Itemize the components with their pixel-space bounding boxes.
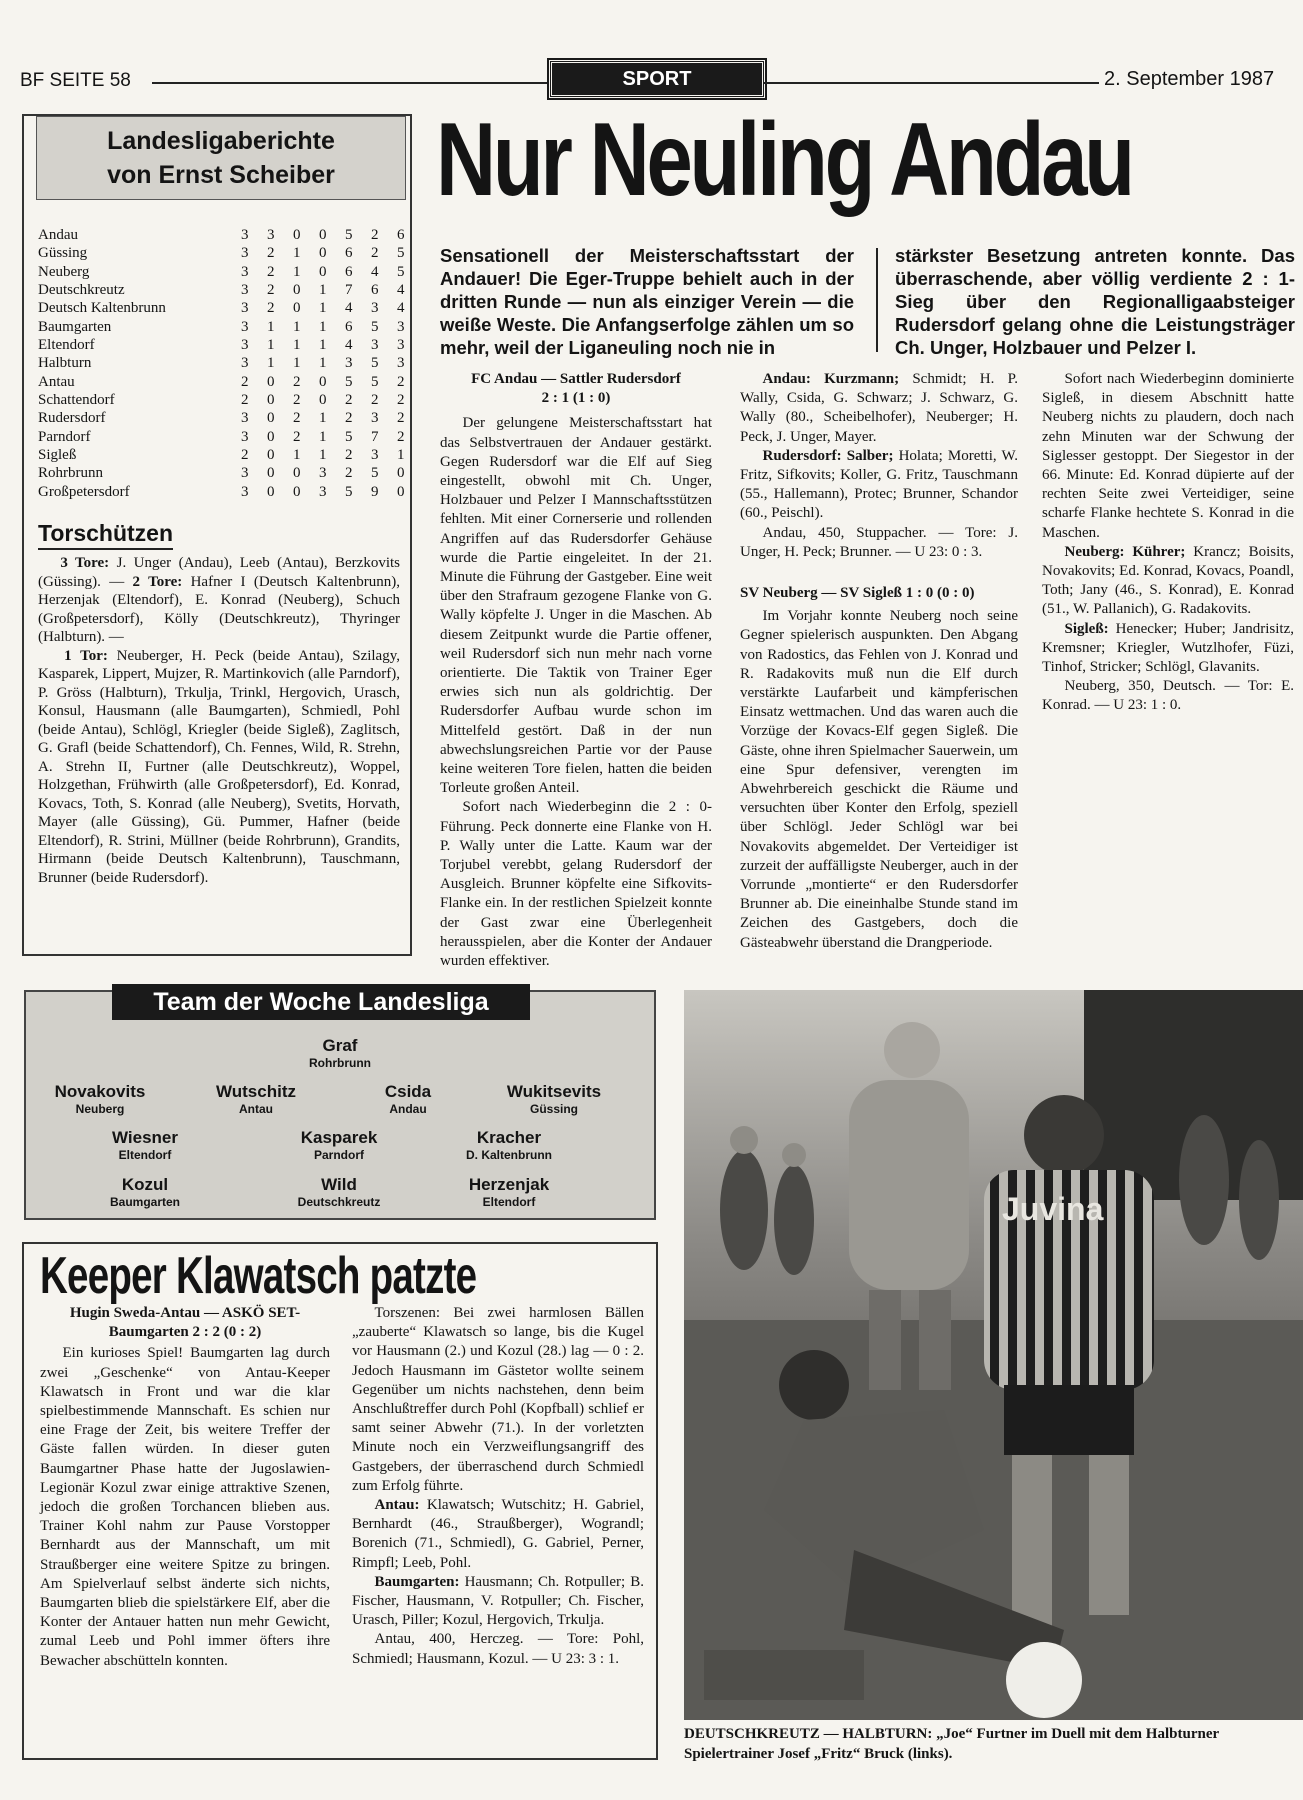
team-of-week-title: Team der Woche Landesliga xyxy=(112,984,530,1020)
standings-value: 1 xyxy=(319,447,327,464)
standings-value: 5 xyxy=(345,428,353,445)
photo-ball xyxy=(1006,1642,1082,1718)
player-club: Rohrbrunn xyxy=(309,1056,371,1070)
match-summary: Andau, 450, Stuppacher. — Tore: J. Unger, H. Peck; Brunner. — U 23: 0 : 3. xyxy=(740,524,1018,560)
article-paragraph: Sofort nach Wiederbeginn die 2 : 0-Führung. Peck donnerte eine Flanke von H. P. Wally unter die Latte. Kaum war der Torjubel verebbt, gelang Rudersdorf der Ausgleich. Brunner köpfelte eine Sifkovits-Flanke ein. In der restlichen Spielzeit konnte der Gast zwar eine Überlegenheit herausspielen, aber die Konter der Andauer wurden effektiver. xyxy=(440,799,712,970)
standings-value: 9 xyxy=(371,483,379,500)
standings-value: 1 xyxy=(293,245,301,262)
standings-value: 2 xyxy=(397,428,405,445)
standings-value: 0 xyxy=(293,483,301,500)
standings-value: 2 xyxy=(293,428,301,445)
player-club: D. Kaltenbrunn xyxy=(466,1148,552,1162)
standings-value: 1 xyxy=(267,337,275,354)
lineup-label: Neuberg: Kührer; xyxy=(1064,543,1186,560)
standings-value: 0 xyxy=(293,300,301,317)
scorers-3: J. Unger (Andau), Leeb (Antau), Berzkovits (Güssing). — xyxy=(38,555,401,590)
standings-value: 0 xyxy=(293,282,301,299)
standings-value: 1 xyxy=(397,447,405,464)
player-club: Eltendorf xyxy=(118,1148,172,1162)
standings-team: Eltendorf xyxy=(38,337,95,354)
scorers-1: Neuberger, H. Peck (beide Antau), Szilagy, Kasparek, Lippert, Mujzer, R. Martinkovich (alle Parndorf), P. Gröss (Halbturn), Trkulja, Trinkl, Hergovich, Urasch, Konsul, Hausmann (alle Baumgarten), Schmiedl, Pohl (beide Antau), Schlögl, Kriegler (beide Sigleß), Zaglitsch, G. Grafl (beide Schattendorf), Ch. Fennes, Wild, R. Strehn, A. Strehn II, Furtner (alle Deutschkreutz), Woppel, Holzgethan, Frühwirth (alle Großpetersdorf), Ed. Konrad, Kovacs, Toth, S. Konrad (alle Neuberg), Svetits, Horvath, Mayer (alle Güssing), Gü. Pummer, Hafner (beide Eltendorf), R. Strini, Müllner (beide Rohrbrunn), Grandits, Hirmann (beide Deutsch Kaltenbrunn), Tauschmann, Brunner (beide Rudersdorf). xyxy=(38,647,400,886)
article-paragraph: Im Vorjahr konnte Neuberg noch seine Gegner spielerisch auspunkten. Den Abgang von Radostics, das Fehlen von J. Konrad und R. Radakovits muß nun die Elf durch verstärkte Laufarbeit und kämpferischen Einsatz wettmachen. Und das waren auch die Vorzüge der Kovacs-Elf gegen Sigleß. Die Gäste, ohne ihren Spielmacher Sauerwein, um eine Spur defensiver, verengten im Abwehrbereich geschickt die Räume und versuchten über Konter den Erfolg, speziell über Schlögl. Jeder Schlögl war bei Novakovits abgemeldet. Der Verteidiger ist zurzeit der auffälligste Neuberger, auch in der Vorrunde „montierte“ er den Rudersdorfer Brunner ab. Die eineinhalbe Stunde stand im Zeichen des Gastgebers, doch die Gästeabwehr überstand die Drangperiode. xyxy=(740,608,1018,951)
standings-value: 4 xyxy=(397,282,405,299)
standings-value: 4 xyxy=(371,263,379,280)
standings-value: 5 xyxy=(371,373,379,390)
standings-value: 0 xyxy=(319,263,327,280)
player-club: Güssing xyxy=(529,1102,578,1116)
standings-team: Neuberg xyxy=(38,263,90,280)
standings-value: 3 xyxy=(241,428,249,445)
standings-value: 1 xyxy=(293,318,301,335)
lineup-rudersdorf: Rudersdorf: Salber; Holata; Moretti, W. Fritz, Sifkovits; Koller, G. Fritz, Tauschmann (55., Hallemann), Protec; Brunner, Schandor (60., Peischl). xyxy=(740,447,1019,522)
standings-value: 3 xyxy=(241,318,249,335)
standings-row xyxy=(38,428,405,446)
box-title-line1: Landesligaberichte xyxy=(107,127,335,155)
lineup-label: Andau: Kurzmann; xyxy=(762,371,900,387)
standings-value: 3 xyxy=(241,410,249,427)
player-club: Eltendorf xyxy=(482,1195,536,1209)
scorers-3-label: 3 Tore: xyxy=(60,555,110,571)
lead-part2: stärkster Besetzung antreten konnte. Das überraschende, aber völlig verdiente 2 : 1-Sieg über den Regionalligaabsteiger Rudersdorf gelang ohne die Leistungsträger Ch. Unger, Holzbauer und Pelzer I. xyxy=(895,245,1295,358)
header-rule xyxy=(764,82,1099,84)
team-player xyxy=(244,1175,434,1209)
header-rule xyxy=(152,82,547,84)
article-column-3 xyxy=(1042,370,1294,716)
standings-value: 2 xyxy=(241,447,249,464)
player-name: Wild xyxy=(321,1175,357,1194)
team-player xyxy=(424,1175,594,1209)
standings-value: 3 xyxy=(241,465,249,482)
standings-value: 6 xyxy=(345,245,353,262)
standings-value: 2 xyxy=(293,410,301,427)
standings-value: 5 xyxy=(371,318,379,335)
standings-value: 1 xyxy=(293,337,301,354)
standings-value: 0 xyxy=(267,392,275,409)
standings-value: 7 xyxy=(371,428,379,445)
match-summary: Neuberg, 350, Deutsch. — Tor: E. Konrad. — U 23: 1 : 0. xyxy=(1042,678,1294,714)
standings-value: 4 xyxy=(345,300,353,317)
standings-row xyxy=(38,299,405,317)
standings-value: 0 xyxy=(319,392,327,409)
standings-value: 3 xyxy=(241,483,249,500)
standings-value: 0 xyxy=(319,373,327,390)
standings-value: 5 xyxy=(345,483,353,500)
headline: Nur Neuling Andau xyxy=(436,102,1132,218)
lead-divider xyxy=(876,248,878,352)
standings-value: 0 xyxy=(267,447,275,464)
standings-value: 5 xyxy=(397,263,405,280)
player-name: Csida xyxy=(384,1082,432,1101)
player-name: Wukitsevits xyxy=(506,1082,602,1101)
lineup-antau: Antau: Klawatsch; Wutschitz; H. Gabriel, Bernhardt (46., Straußberger), Wograndl; Borenich (71., Schmiedl), G. Gabriel, Perner, Rimpfl; Leeb, Pohl. xyxy=(352,1497,645,1571)
standings-value: 1 xyxy=(267,355,275,372)
standings-team: Halbturn xyxy=(38,355,92,372)
shirt-text: Juvina xyxy=(1002,1191,1104,1227)
standings-value: 2 xyxy=(267,245,275,262)
player-name: Kozul xyxy=(121,1175,169,1194)
page-number: BF SEITE 58 xyxy=(20,70,131,91)
standings-row xyxy=(38,318,405,336)
standings-value: 2 xyxy=(293,373,301,390)
standings-value: 0 xyxy=(397,465,405,482)
player-name: Herzenjak xyxy=(468,1175,550,1194)
standings-value: 2 xyxy=(267,263,275,280)
standings-value: 3 xyxy=(241,245,249,262)
standings-value: 1 xyxy=(319,300,327,317)
standings-row xyxy=(38,446,405,464)
standings-team: Antau xyxy=(38,373,75,390)
standings-value: 2 xyxy=(267,300,275,317)
standings-table xyxy=(38,226,405,501)
standings-value: 6 xyxy=(345,318,353,335)
lineup-sigless: Sigleß: Henecker; Huber; Jandrisitz, Kremsner; Kriegler, Wutzlhofer, Füzi, Tinhof, Stricker; Schlögl, Glavanits. xyxy=(1042,620,1294,676)
standings-value: 3 xyxy=(241,300,249,317)
standings-value: 2 xyxy=(397,373,405,390)
standings-value: 0 xyxy=(397,483,405,500)
standings-value: 1 xyxy=(319,355,327,372)
standings-team: Sigleß xyxy=(38,447,77,464)
standings-value: 0 xyxy=(267,373,275,390)
standings-value: 5 xyxy=(371,355,379,372)
standings-value: 5 xyxy=(397,245,405,262)
article-paragraph: Ein kurioses Spiel! Baumgarten lag durch zwei „Geschenke“ von Antau-Keeper Klawatsch in Front und war die klar spielbestimmende Mannschaft. Es schien nur eine Frage der Zeit, bis weitere Treffer der Gäste fallen würden. In dieser guten Baumgartner Phase hatte der Jugoslawien-Legionär Kozul zwar einige attraktive Szenen, jedoch die großen Torchancen blieben aus. Trainer Kohl nahm zur Pause Vorstopper Bernhardt aus der Mannschaft, um mit Straußberger eine weitere Spitze zu bringen. Am Spielverlauf selbst änderte sich nichts, Baumgarten blieb die spielstärkere Elf, aber die Konter der Antauer hatten nun mehr Gewicht, zumal Leeb und Pohl immer öfters ihre Bewacher abschütteln konnten. xyxy=(40,1345,330,1669)
standings-value: 3 xyxy=(267,227,275,243)
keeper-headline: Keeper Klawatsch patzte xyxy=(40,1247,477,1305)
standings-value: 2 xyxy=(397,410,405,427)
article-column-2 xyxy=(740,370,1018,953)
team-player xyxy=(424,1128,594,1162)
standings-value: 3 xyxy=(241,282,249,299)
standings-value: 3 xyxy=(397,355,405,372)
standings-value: 3 xyxy=(241,263,249,280)
lineup-label: Antau: xyxy=(374,1497,420,1514)
standings-value: 0 xyxy=(319,245,327,262)
standings-value: 5 xyxy=(345,227,353,243)
standings-team: Deutschkreutz xyxy=(38,282,125,299)
standings-value: 1 xyxy=(319,410,327,427)
article-paragraph: Der gelungene Meisterschaftsstart hat das Selbstvertrauen der Andauer gestärkt. Gegen Rudersdorf war die Elf auf Sieg eingestellt, obwohl mit Ch. Unger, Holzbauer und Pelzer I Mannschaftsstützen fehlten. Mit einer Cornerserie und rollenden Angriffen auf das Rudersdorfer Gehäuse wurde die Partie eingeleitet. In der 21. Minute die Führung der Gastgeber. Eine weit über den Strafraum gezogene Flanke von G. Wally köpfelte J. Unger in die Maschen. Ab diesem Zeitpunkt wurde die Partie offener, weil Rudersdorf sich nun mehr nach vorne orientierte. Die Taktik von Trainer Eger erwies sich nun als goldrichtig. Der Rudersdorfer Aufbau wurde schon im Mittelfeld gestört. Daß in der nun abwechslungsreichen Partie vor der Pause keine weiteren Tore fielen, hatten die beiden Torleute großen Anteil. xyxy=(440,415,712,797)
scorers-1-label: 1 Tor: xyxy=(64,647,108,664)
standings-value: 5 xyxy=(371,465,379,482)
standings-value: 3 xyxy=(371,447,379,464)
standings-value: 1 xyxy=(293,355,301,372)
standings-value: 2 xyxy=(267,282,275,299)
photo-image xyxy=(684,990,1303,1720)
standings-row xyxy=(38,354,405,372)
standings-value: 4 xyxy=(397,300,405,317)
standings-value: 1 xyxy=(319,282,327,299)
standings-value: 3 xyxy=(319,465,327,482)
scorers-title: Torschützen xyxy=(38,520,173,550)
standings-row xyxy=(38,226,405,244)
standings-value: 1 xyxy=(293,447,301,464)
lineup-label: Baumgarten: xyxy=(374,1573,460,1590)
standings-value: 0 xyxy=(267,410,275,427)
team-player xyxy=(338,1082,478,1116)
standings-value: 2 xyxy=(241,373,249,390)
standings-value: 1 xyxy=(319,337,327,354)
lineup-neuberg: Neuberg: Kührer; Krancz; Boisits, Novakovits; Ed. Konrad, Kovacs, Poandl, Toth; Jany (46., S. Konrad), E. Konrad (51., W. Pallanich), G. Radakovits. xyxy=(1042,543,1294,618)
player-club: Baumgarten xyxy=(109,1195,180,1209)
standings-team: Großpetersdorf xyxy=(38,483,130,500)
section-badge: SPORT xyxy=(549,60,765,98)
standings-value: 1 xyxy=(267,318,275,335)
standings-value: 0 xyxy=(267,465,275,482)
standings-value: 0 xyxy=(293,227,301,243)
team-player xyxy=(186,1082,326,1116)
match-heading: SV Neuberg — SV Sigleß 1 : 0 (0 : 0) xyxy=(740,585,975,602)
standings-team: Schattendorf xyxy=(38,392,115,409)
standings-value: 2 xyxy=(345,465,353,482)
lineup-label: Rudersdorf: Salber; xyxy=(762,447,894,464)
player-name: Wiesner xyxy=(112,1128,178,1147)
lineup-label: Sigleß: xyxy=(1064,620,1109,637)
match-score: Baumgarten 2 : 2 (0 : 2) xyxy=(108,1324,262,1341)
standings-value: 3 xyxy=(371,337,379,354)
match-summary: Antau, 400, Herczeg. — Tore: Pohl, Schmiedl; Hausmann, Kozul. — U 23: 3 : 1. xyxy=(352,1631,644,1667)
standings-row xyxy=(38,483,405,501)
standings-team: Andau xyxy=(38,227,78,243)
standings-value: 2 xyxy=(241,392,249,409)
keeper-column-2 xyxy=(352,1304,644,1669)
match-heading: FC Andau — Sattler Rudersdorf xyxy=(471,371,681,387)
standings-value: 4 xyxy=(345,337,353,354)
standings-team: Deutsch Kaltenbrunn xyxy=(38,300,166,317)
standings-row xyxy=(38,391,405,409)
standings-row xyxy=(38,409,405,427)
scorers-2-label: 2 Tore: xyxy=(132,573,183,590)
issue-date: 2. September 1987 xyxy=(1104,68,1275,90)
standings-value: 2 xyxy=(345,410,353,427)
standings-value: 3 xyxy=(241,337,249,354)
standings-value: 3 xyxy=(241,227,249,243)
match-score: 2 : 1 (1 : 0) xyxy=(541,390,611,407)
photo-caption: DEUTSCHKREUTZ — HALBTURN: „Joe“ Furtner im Duell mit dem Halbturner Spielertrainer Josef „Fritz“ Bruck (links). xyxy=(684,1726,1219,1762)
standings-row xyxy=(38,464,405,482)
player-name: Wutschitz xyxy=(216,1082,296,1101)
standings-row xyxy=(38,281,405,299)
standings-value: 6 xyxy=(371,282,379,299)
player-club: Antau xyxy=(239,1102,273,1116)
scorers-list xyxy=(38,554,400,887)
match-heading: Hugin Sweda-Antau — ASKÖ SET- xyxy=(69,1305,301,1321)
article-paragraph: Torszenen: Bei zwei harmlosen Bällen „zauberte“ Klawatsch so lange, bis die Kugel vor Hausmann (2.) und Kozul (28.) lag — 0 : 2. Jedoch Hausmann im Gästetor wollte seinem Gegenüber um nichts nachstehen, denn beim Anschlußtreffer durch Pohl (Kopfball) schlief er samt seiner Abwehr (71.). In der vorletzten Minute noch ein Verzweiflungsangriff des Gastgebers, der überraschend durch Schmiedl zum Erfolg führte. xyxy=(352,1305,644,1494)
scorers-2: Hafner I (Deutsch Kaltenbrunn), Herzenjak (Eltendorf), E. Konrad (Neuberg), Schuch (Großpetersdorf), Kölly (Deutschkreutz), Thyringer (Halbturn). — xyxy=(38,573,401,645)
standings-value: 2 xyxy=(345,392,353,409)
team-player xyxy=(30,1082,170,1116)
standings-value: 6 xyxy=(345,263,353,280)
lineup-baumgarten: Baumgarten: Hausmann; Ch. Rotpuller; B. Fischer, Hausmann, V. Rotpuller; Ch. Fischer, Urasch, Piller; Kozul, Hergovich, Trkulja. xyxy=(352,1573,644,1629)
standings-team: Baumgarten xyxy=(38,318,112,335)
standings-value: 2 xyxy=(371,245,379,262)
article-column-1 xyxy=(440,370,712,971)
standings-team: Güssing xyxy=(38,245,88,262)
team-player xyxy=(60,1128,230,1162)
standings-value: 0 xyxy=(267,428,275,445)
standings-team: Rohrbrunn xyxy=(38,465,103,482)
player-name: Novakovits xyxy=(54,1082,146,1101)
player-club: Neuberg xyxy=(75,1102,125,1116)
standings-row xyxy=(38,244,405,262)
team-player xyxy=(474,1082,634,1116)
standings-team: Parndorf xyxy=(38,428,91,445)
lead-part1: Sensationell der Meisterschaftsstart der Andauer! Die Eger-Truppe behielt auch in der dritten Runde — nun als einziger Verein — die weiße Weste. Die Anfangserfolge zählen um so mehr, weil der Liganeuling noch nie in xyxy=(440,245,854,358)
box-title xyxy=(36,116,406,200)
standings-value: 2 xyxy=(397,392,405,409)
standings-value: 1 xyxy=(319,428,327,445)
box-title-line2: von Ernst Scheiber xyxy=(107,161,335,189)
team-player xyxy=(240,1036,440,1070)
standings-value: 3 xyxy=(397,337,405,354)
standings-value: 2 xyxy=(371,392,379,409)
standings-value: 0 xyxy=(319,227,327,243)
player-club: Parndorf xyxy=(313,1148,364,1162)
standings-value: 2 xyxy=(345,447,353,464)
team-player xyxy=(60,1175,230,1209)
standings-value: 5 xyxy=(345,373,353,390)
standings-value: 3 xyxy=(371,410,379,427)
standings-row xyxy=(38,336,405,354)
standings-value: 3 xyxy=(241,355,249,372)
standings-value: 6 xyxy=(397,227,405,243)
player-name: Kasparek xyxy=(300,1128,378,1147)
standings-row xyxy=(38,263,405,281)
standings-value: 3 xyxy=(397,318,405,335)
standings-value: 0 xyxy=(293,465,301,482)
player-name: Kracher xyxy=(476,1128,542,1147)
player-club: Andau xyxy=(389,1102,427,1116)
standings-value: 2 xyxy=(371,227,379,243)
article-paragraph: Sofort nach Wiederbeginn dominierte Sigleß, in diesem Abschnitt hatte Neuberg nichts zu plaudern, doch nach zehn Minuten war der Schwung der Siglesser gestoppt. Der Siegestor in der 66. Minute: Ed. Konrad düpierte auf der rechten Seite zwei Verteidiger, seine scharfe Flanke hechtete S. Konrad in die Maschen. xyxy=(1042,371,1294,541)
player-name: Graf xyxy=(322,1036,358,1055)
standings-row xyxy=(38,373,405,391)
team-player xyxy=(244,1128,434,1162)
standings-value: 1 xyxy=(319,318,327,335)
player-club: Deutschkreutz xyxy=(297,1195,381,1209)
standings-team: Rudersdorf xyxy=(38,410,106,427)
standings-value: 7 xyxy=(345,282,353,299)
lineup-andau: Andau: Kurzmann; Schmidt; H. P. Wally, Csida, G. Schwarz; J. Schwarz, G. Wally (80., Scheibelhofer), Neuberger; H. Peck, J. Unger, Mayer. xyxy=(740,371,1019,445)
standings-value: 3 xyxy=(319,483,327,500)
keeper-column-1 xyxy=(40,1304,330,1671)
standings-value: 3 xyxy=(371,300,379,317)
standings-value: 0 xyxy=(267,483,275,500)
match-photo xyxy=(684,990,1303,1720)
standings-value: 2 xyxy=(293,392,301,409)
standings-value: 1 xyxy=(293,263,301,280)
standings-value: 3 xyxy=(345,355,353,372)
